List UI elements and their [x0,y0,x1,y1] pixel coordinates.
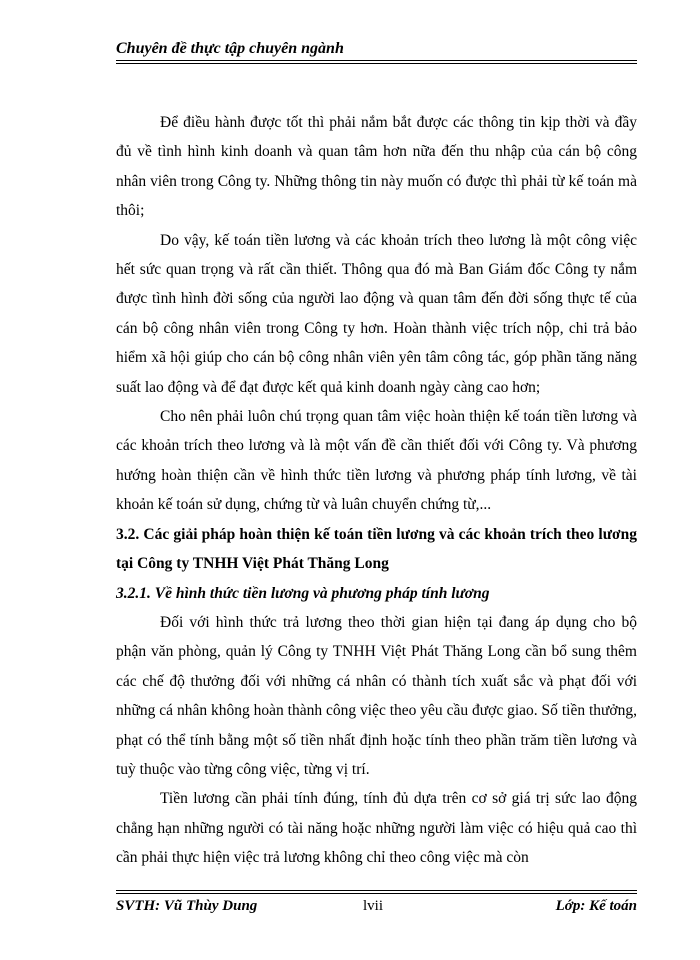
footer-class: Lớp: Kế toán [555,898,637,914]
paragraph-5: Tiền lương cần phải tính đúng, tính đủ dựa trên cơ sở giá trị sức lao động chẳng hạn những người có tài năng hoặc những người làm việc có hiệu quả cao thì cần phải thực hiện việc trả lương không chỉ theo công việc mà còn [116,790,637,867]
subsection-heading-3-2-1: 3.2.1. Về hình thức tiền lương và phương pháp tính lương [116,584,490,602]
header-rule [116,60,637,64]
footer-page-number: lvii [363,898,384,914]
footer-rule [116,890,637,894]
footer-student: SVTH: Vũ Thùy Dung [116,898,258,914]
page-footer [116,898,637,918]
section-heading-3-2: 3.2. Các giải pháp hoàn thiện kế toán tiền lương và các khoản trích theo lương tại Công ty TNHH Việt Phát Thăng Long [116,525,637,573]
page-header-title: Chuyên đề thực tập chuyên ngành [116,40,344,57]
paragraph-3: Cho nên phải luôn chú trọng quan tâm việc hoàn thiện kế toán tiền lương và các khoản trích theo lương và là một vấn đề cần thiết đối với Công ty. Và phương hướng hoàn thiện cần về hình thức tiền lương và phương pháp tính lương, về tài khoản kế toán sử dụng, chứng từ và luân chuyển chứng từ,... [116,408,637,514]
paragraph-1: Để điều hành được tốt thì phải nắm bắt được các thông tin kịp thời và đầy đủ về tình hình kinh doanh và quan tâm hơn nữa đến thu nhập của cán bộ công nhân viên trong Công ty. Những thông tin này muốn có được thì phải từ kế toán mà thôi; [116,114,637,220]
paragraph-2: Do vậy, kế toán tiền lương và các khoản trích theo lương là một công việc hết sức quan trọng và rất cần thiết. Thông qua đó mà Ban Giám đốc Công ty nắm được tình hình đời sống của người lao động và quan tâm đến đời sống thực tế của cán bộ công nhân viên trong Công ty hơn. Hoàn thành việc trích nộp, chi trả bảo hiểm xã hội giúp cho cán bộ công nhân viên yên tâm công tác, góp phần tăng năng suất lao động và để đạt được kết quả kinh doanh ngày càng cao hơn; [116,231,637,396]
document-body [116,108,637,873]
paragraph-4: Đối với hình thức trả lương theo thời gian hiện tại đang áp dụng cho bộ phận văn phòng, quản lý Công ty TNHH Việt Phát Thăng Long cần bổ sung thêm các chế độ thưởng đối với những cá nhân có thành tích xuất sắc và phạt đối với những cá nhân không hoàn thành công việc theo yêu cầu được giao. Số tiền thưởng, phạt có thể tính bằng một số tiền nhất định hoặc tính theo phần trăm tiền lương và tuỳ thuộc vào từng công việc, từng vị trí. [116,613,637,778]
